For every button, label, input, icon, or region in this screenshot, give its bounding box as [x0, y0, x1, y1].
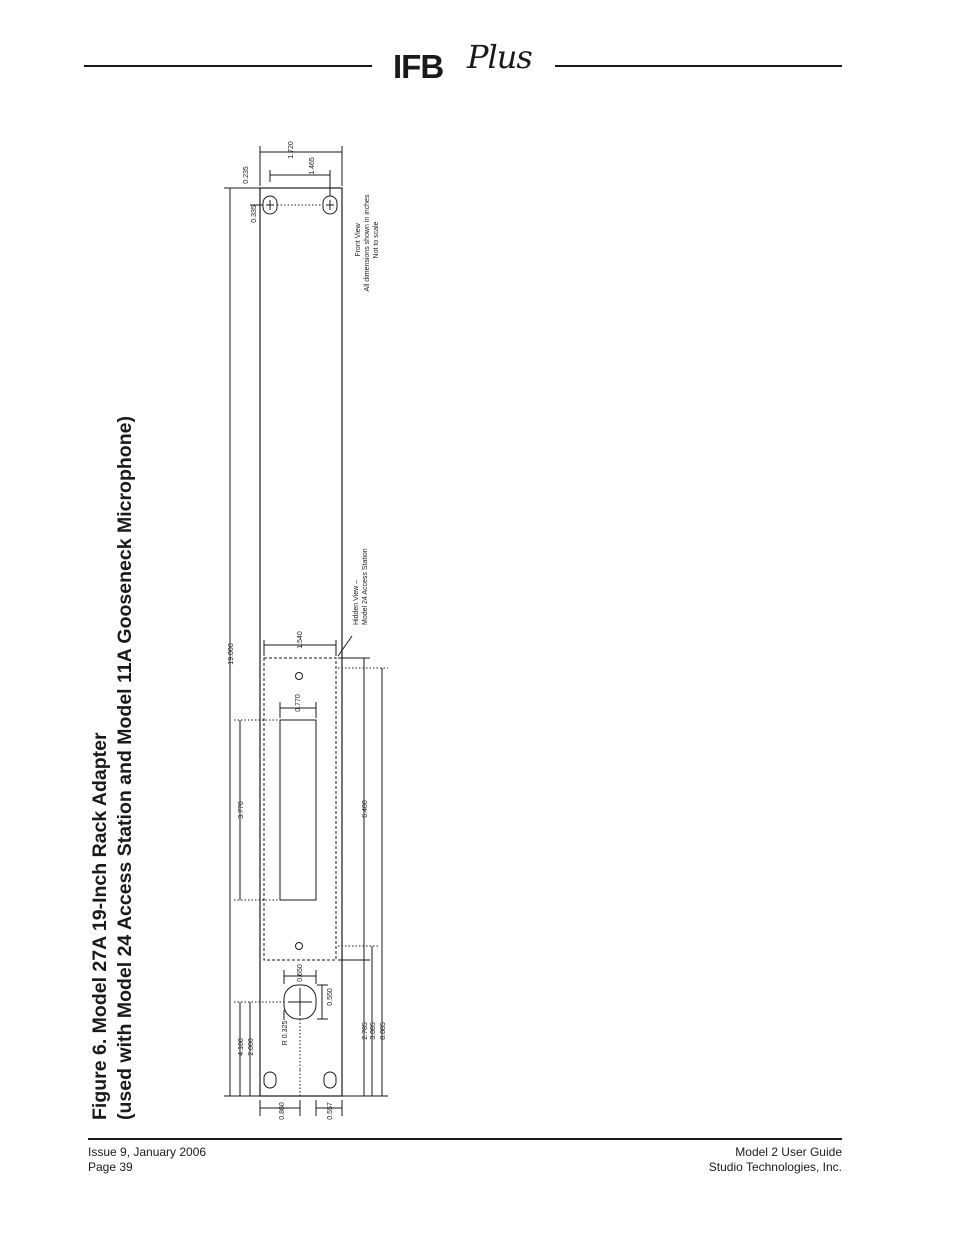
dim-bottom-right: 0.557	[327, 1102, 334, 1120]
mount-slot-bottom-right	[324, 1072, 336, 1088]
mount-slot-bottom-left	[264, 1072, 276, 1088]
module-screw-bottom	[296, 943, 303, 950]
dim-module-height: 1.540	[297, 631, 304, 649]
note-hidden-model: Model 24 Access Station	[362, 548, 369, 625]
note-units: All dimensions shown in inches	[364, 194, 371, 292]
dim-hole-inset: 0.335	[251, 205, 258, 223]
footer-company: Studio Technologies, Inc.	[708, 1160, 842, 1174]
dim-mic-hole-width: 0.650	[297, 964, 304, 982]
footer-right	[709, 1145, 842, 1175]
dim-overall-length: 19.000	[228, 643, 235, 665]
footer-left	[88, 1145, 206, 1175]
dim-slot-length: 3.770	[238, 801, 245, 819]
figure-title-line1: Figure 6. Model 27A 19-Inch Rack Adapter	[89, 732, 111, 1120]
dim-height-outer: 1.720	[288, 141, 295, 159]
footer-doc-title: Model 2 User Guide	[735, 1145, 842, 1159]
dim-mic-pos-b: 2.000	[248, 1038, 255, 1056]
dim-mod-pos-b: 3.085	[370, 1022, 377, 1040]
logo-main-text: IFB	[393, 48, 444, 85]
dim-hole-spacing: 1.465	[309, 157, 316, 175]
logo-script-text: Plus	[467, 38, 532, 76]
dim-mic-pos-a: 4.100	[238, 1038, 245, 1056]
module-screw-top	[296, 673, 303, 680]
footer-rule	[88, 1138, 842, 1140]
note-front-view: Front View	[355, 223, 362, 257]
dim-mod-pos-c: 8.885	[380, 1022, 387, 1040]
footer-issue: Issue 9, January 2006	[88, 1145, 207, 1159]
figure-title-line2: (used with Model 24 Access Station and Model 11A Gooseneck Microphone)	[114, 416, 136, 1120]
dim-slot-width: 0.770	[295, 694, 302, 712]
note-scale: Not to scale	[373, 221, 380, 259]
dim-module-length: 6.400	[362, 800, 369, 818]
footer-page: Page 39	[88, 1160, 133, 1174]
panel-slot	[280, 720, 316, 900]
dim-mod-pos-a: 2.785	[362, 1022, 369, 1040]
dim-top-offset: 0.235	[243, 166, 250, 184]
dim-mic-hole-offset: 0.550	[327, 988, 334, 1006]
note-hidden-view: Hidden View –	[353, 579, 360, 625]
dim-bottom-left: 0.860	[279, 1102, 286, 1120]
dim-mic-radius: R 0.325	[282, 1020, 289, 1046]
